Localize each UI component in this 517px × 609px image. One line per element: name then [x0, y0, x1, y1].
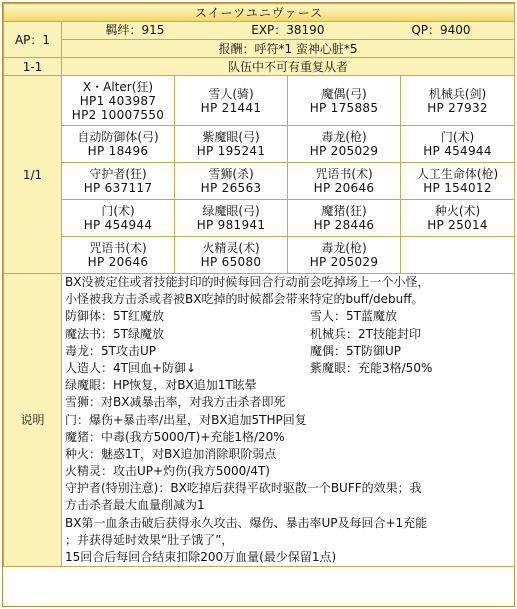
enemy-hp: HP 26563: [200, 181, 262, 195]
enemy-cell: [401, 76, 515, 126]
desc-pair-right: 魔偶：5T防御UP: [310, 343, 401, 358]
enemy-hp: HP 18496: [87, 144, 149, 158]
desc-line: ；并获得延时效果“肚子饿了”，: [65, 532, 234, 547]
desc-line: 15回合后每回合结束扣除200万血量(最少保留1点): [65, 550, 337, 564]
desc-pair: [65, 308, 511, 325]
enemy-name: 绿魔眼(弓): [202, 204, 260, 218]
enemy-cell: [288, 237, 401, 274]
enemy-cell: [288, 76, 401, 126]
stats-row: [62, 22, 515, 40]
enemy-hp: HP 28446: [313, 218, 375, 232]
enemy-cell: [62, 163, 175, 200]
enemy-name: 人工生命体(枪): [416, 167, 499, 181]
enemy-hp: HP 205029: [309, 144, 379, 158]
enemy-cell: [288, 200, 401, 237]
enemy-hp: HP 65080: [200, 255, 262, 269]
enemy-hp: HP 25014: [427, 218, 488, 232]
exp-value: EXP：38190: [251, 23, 325, 37]
enemy-name: 毒龙(枪): [321, 241, 367, 255]
enemy-name: 雪狮(杀): [208, 167, 254, 181]
enemy-name: 门(术): [440, 130, 475, 144]
enemy-hp: HP 195241: [196, 144, 266, 158]
enemy-cell: [401, 200, 515, 237]
enemy-cell: [62, 76, 175, 126]
enemy-hp: HP1 403987: [79, 93, 157, 108]
battle-index: 1/1: [4, 76, 62, 274]
wave-label: 1-1: [4, 58, 62, 76]
enemy-hp: HP 637117: [83, 181, 153, 195]
desc-pair: [65, 343, 511, 360]
enemy-name: 毒龙(枪): [321, 130, 367, 144]
desc-pair-left: 毒龙：5T攻击UP: [65, 343, 156, 358]
enemy-name: 种火(术): [434, 204, 481, 218]
enemy-cell: [401, 126, 515, 163]
enemy-cell: [175, 126, 288, 163]
desc-pair: [65, 360, 511, 377]
description-label: 说明: [4, 274, 62, 567]
enemy-cell: [175, 76, 288, 126]
desc-line: 小怪被我方击杀或者被BX吃掉的时候都会带来特定的buff/debuff。: [65, 292, 424, 307]
enemy-name: 魔猪(狂): [321, 204, 367, 218]
desc-pair-left: 防御体：5T红魔放: [65, 309, 164, 324]
ap-cost: AP：1: [4, 22, 62, 58]
party-restriction-note: 队伍中不可有重复从者: [62, 58, 515, 76]
enemy-name: 守护者(狂): [89, 167, 147, 181]
enemy-name: 门(术): [101, 204, 135, 218]
enemy-name: 魔偶(弓): [321, 86, 367, 101]
enemy-hp: HP 20646: [313, 181, 375, 195]
enemy-hp: HP 454944: [83, 218, 153, 232]
enemy-name: X・Alter(狂): [82, 79, 154, 94]
desc-pair: [65, 326, 511, 343]
enemy-cell: [175, 163, 288, 200]
quest-title: スイーツユニヴァース: [4, 4, 515, 22]
empty-cell: [401, 237, 515, 274]
reward-text: 报酬：呼符*1 蛮神心脏*5: [62, 40, 515, 58]
enemy-cell: [62, 126, 175, 163]
enemy-name: 咒语书(术): [89, 241, 147, 255]
enemy-cell: [62, 200, 175, 237]
enemy-hp2: HP2 10007550: [71, 107, 165, 122]
desc-pair-left: 人造人：4T回血+防御↓: [65, 360, 197, 375]
qp-value: QP：9400: [411, 23, 471, 37]
enemy-hp: HP 454944: [423, 144, 492, 158]
enemy-cell: [62, 237, 175, 274]
desc-line: 绿魔眼：HP恢复，对BX追加1T眩晕: [65, 378, 257, 393]
enemy-hp: HP 205029: [309, 255, 379, 269]
enemy-cell: [401, 163, 515, 200]
enemy-name: 自动防御体(弓): [77, 130, 159, 144]
desc-line: 方击杀者最大血量削减为1: [65, 498, 205, 513]
description-body: [62, 274, 515, 567]
enemy-hp: HP 20646: [87, 255, 149, 269]
quest-info-table: [2, 2, 515, 607]
enemy-cell: [288, 163, 401, 200]
enemy-hp: HP 981941: [196, 218, 266, 232]
enemy-hp: HP 21441: [200, 100, 262, 115]
enemy-cell: [175, 237, 288, 274]
enemy-hp: HP 27932: [427, 100, 488, 115]
enemy-cell: [288, 126, 401, 163]
quest-table: [3, 3, 515, 567]
desc-pair-left: 魔法书：5T绿魔放: [65, 326, 164, 341]
enemy-name: 雪人(骑): [208, 86, 254, 101]
enemy-name: 火精灵(术): [202, 241, 260, 255]
desc-line: 雪狮：对BX减暴击率，对我方击杀者即死: [65, 395, 286, 410]
enemy-name: 咒语书(术): [315, 167, 373, 181]
desc-pair-right: 机械兵：2T技能封印: [310, 326, 421, 341]
desc-line: 门：爆伤+暴击率/出星，对BX追加5THP回复: [65, 412, 307, 427]
desc-line: BX第一血条击破后获得永久攻击、爆伤、暴击率UP及每回合+1充能: [65, 515, 428, 530]
enemy-hp: HP 175885: [309, 100, 379, 115]
desc-pair-right: 紫魔眼：充能3格/50%: [310, 360, 433, 375]
enemy-name: 机械兵(剑): [428, 86, 487, 101]
desc-pair-right: 雪人：5T蓝魔放: [310, 309, 397, 324]
desc-line: 魔猪：中毒(我方5000/T)+充能1格/20%: [65, 429, 285, 444]
desc-line: BX没被定住或者技能封印的时候每回合行动前会吃掉场上一个小怪，: [65, 275, 430, 289]
desc-line: 种火：魅惑1T，对BX追加消除职阶弱点: [65, 446, 277, 461]
enemy-hp: HP 154012: [423, 181, 492, 195]
desc-line: 火精灵：攻击UP+灼伤(我方5000/4T): [65, 464, 270, 479]
bond-value: 羁绊：915: [105, 23, 165, 37]
enemy-name: 紫魔眼(弓): [202, 130, 260, 144]
desc-line: 守护者(特别注意)：BX吃掉后获得平砍时驱散一个BUFF的效果；我: [65, 481, 422, 496]
enemy-cell: [175, 200, 288, 237]
